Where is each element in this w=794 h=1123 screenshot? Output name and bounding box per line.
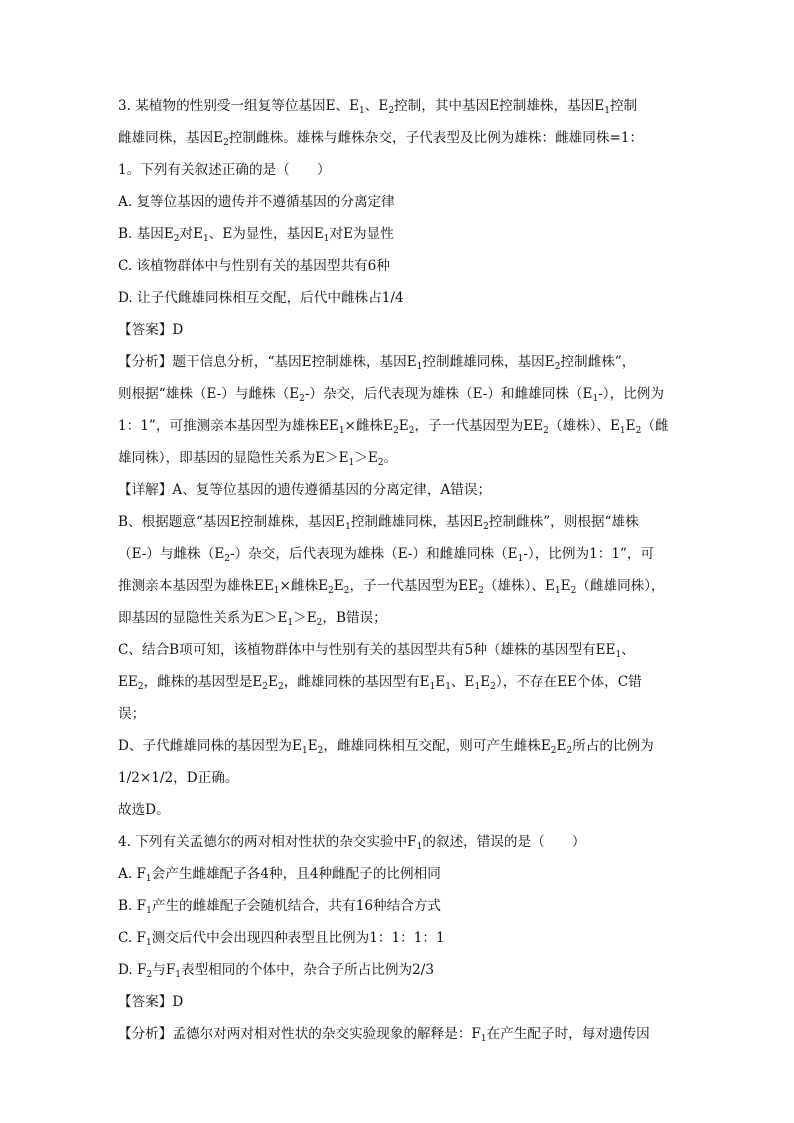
q3-detail-line-2: B、根据题意“基因E控制雄株，基因$E_1$控制雌雄同株，基因$E_2$控制雌株”，则根据“雄株 (118, 514, 639, 532)
q3-stem-line-2: 雌雄同株，基因$E_2$控制雌株。雄株与雌株杂交，子代表型及比例为雄株：雌雄同株=1： (118, 130, 644, 148)
q3-detail-line-3: （E-）与雌株$(E_2-)$杂交，后代表现为雄株（E-）和雌雄同株$(E_1-)$，比例为1：1”，可 (118, 546, 655, 564)
q4-option-c: C. $F_1$测交后代中会出现四种表型且比例为1：1：1：1 (118, 930, 445, 948)
q3-detail-line-1: 【详解】A、复等位基因的遗传遵循基因的分离定律，A错误； (118, 482, 492, 498)
q4-option-d: D. $F_2$与$F_1$表型相同的个体中，杂合子所占比例为2/3 (118, 962, 434, 980)
q3-detail-line-7: $EE_2$，雌株的基因型是$E_2E_2$，雌雄同株的基因型有$E_1E_1$、$E_1E_2$），不存在EE个体，C错 (118, 674, 642, 692)
q3-detail-line-5: 即基因的显隐性关系为$E>E_1>E_2$，B错误； (118, 610, 387, 628)
q4-option-b: B. $F_1$产生的雌雄配子会随机结合，共有16种结合方式 (118, 898, 441, 916)
q3-analysis-line-1: 【分析】题干信息分析，“基因E控制雄株，基因$E_1$控制雌雄同株，基因$E_2$控制雌株”， (118, 354, 636, 372)
q3-option-d: D. 让子代雌雄同株相互交配，后代中雌株占1/4 (118, 290, 404, 306)
q3-answer: 【答案】D (118, 322, 184, 338)
q3-detail-line-8: 误； (118, 706, 146, 722)
q3-analysis-line-2: 则根据“雄株（E-）与雌株$(E_2-)$杂交，后代表现为雄株（E-）和雌雄同株$(E_1-)$，比例为 (118, 386, 664, 404)
q3-option-b: B. 基因$E_2$对$E_1$、E为显性，基因$E_1$对E为显性 (118, 226, 394, 244)
q3-detail-line-9: D、子代雌雄同株的基因型为$E_1E_2$，雌雄同株相互交配，则可产生雌株$E_2E_2$所占的比例为 (118, 738, 654, 756)
q3-detail-line-10: 1/2×1/2，D正确。 (118, 770, 239, 786)
q3-detail-line-11: 故选D。 (118, 802, 170, 818)
q3-detail-line-6: C、结合B项可知，该植物群体中与性别有关的基因型共有5种（雄株的基因型有$EE_1$、 (118, 642, 635, 660)
q4-answer: 【答案】D (118, 994, 184, 1010)
q3-analysis-line-3: 1：1”，可推测亲本基因型为雄株$EE_1\times$雌株$E_2E_2$，子一代基因型为$EE_2$（雄株）、$E_1E_2$（雌 (118, 418, 669, 436)
q3-option-c: C. 该植物群体中与性别有关的基因型共有6种 (118, 258, 390, 274)
q3-option-a: A. 复等位基因的遗传并不遵循基因的分离定律 (118, 194, 395, 210)
q4-stem-line-1: 4. 下列有关孟德尔的两对相对性状的杂交实验中$F_1$的叙述，错误的是（ ） (118, 834, 586, 852)
q4-option-a: A. $F_1$会产生雌雄配子各4种，且4种雌配子的比例相同 (118, 866, 441, 884)
q3-stem-line-3: 1。下列有关叙述正确的是（ ） (118, 162, 331, 178)
q3-detail-line-4: 推测亲本基因型为雄株$EE_1\times$雌株$E_2E_2$，子一代基因型为$EE_2$（雄株）、$E_1E_2$（雌雄同株）， (118, 578, 665, 596)
q3-analysis-line-4: 雄同株），即基因的显隐性关系为$E>E_1>E_2$。 (118, 450, 398, 468)
q4-analysis-line-1: 【分析】孟德尔对两对相对性状的杂交实验现象的解释是：$F_1$在产生配子时，每对遗传因 (118, 1026, 650, 1044)
q3-stem-line-1: 3. 某植物的性别受一组复等位基因E、$E_1$、$E_2$控制，其中基因E控制雄株，基因$E_1$控制 (118, 98, 638, 116)
